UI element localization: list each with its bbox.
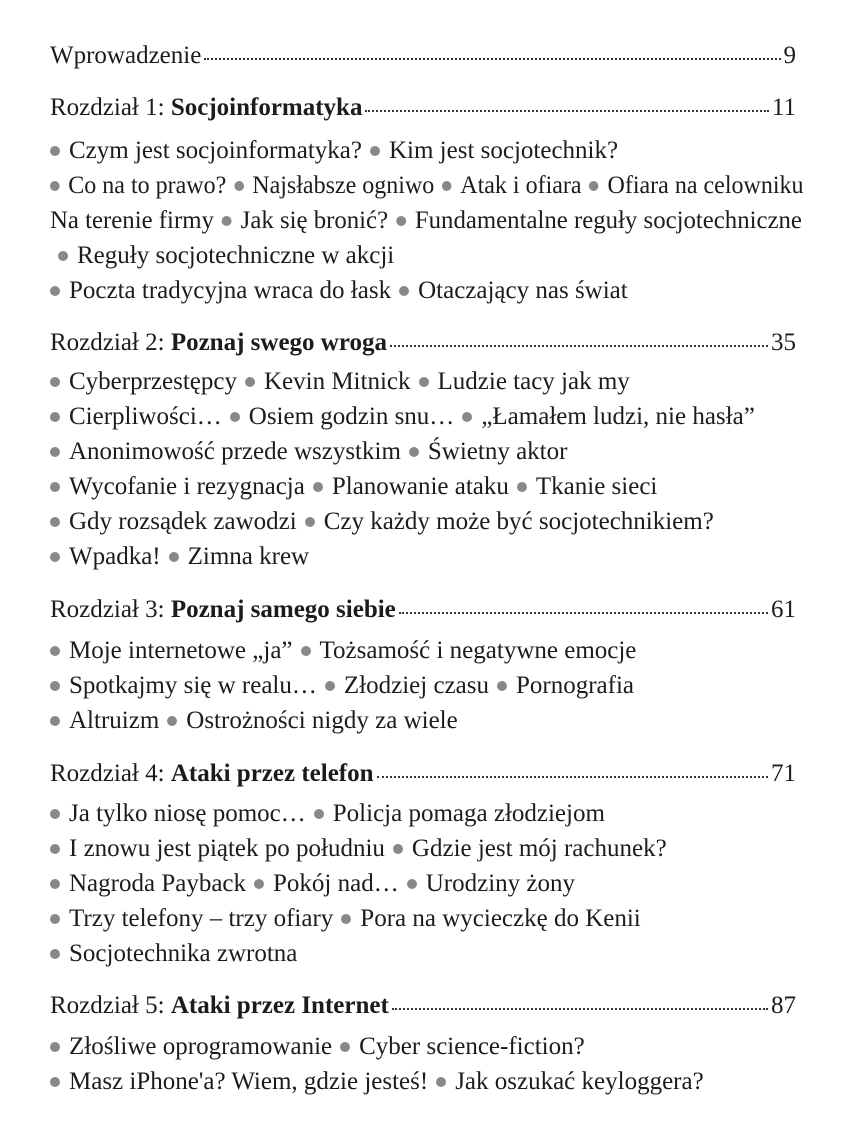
bullet-icon: [305, 517, 315, 527]
bullet-icon: [222, 216, 232, 226]
topic-line: [50, 399, 755, 435]
topic: Gdy rozsądek zawodzi: [69, 508, 297, 535]
topic: Wpadka!: [69, 543, 161, 570]
chapter-heading: [50, 592, 396, 628]
bullet-icon: [50, 716, 60, 726]
topic-line: [50, 936, 297, 972]
bullet-icon: [50, 552, 60, 562]
bullet-icon: [50, 914, 60, 924]
topic: Kevin Mitnick: [263, 368, 411, 395]
page-number: 71: [771, 760, 796, 787]
bullet-icon: [442, 181, 452, 191]
topic: Cierpliwości…: [69, 403, 222, 430]
bullet-icon: [50, 844, 60, 854]
bullet-icon: [301, 646, 311, 656]
topic-line: [50, 168, 804, 204]
chapter-prefix: Rozdział 5:: [50, 992, 171, 1019]
bullet-icon: [50, 681, 60, 691]
topic: „Łamałem ludzi, nie hasła”: [481, 403, 755, 430]
topic: Socjotechnika zwrotna: [69, 940, 298, 967]
bullet-icon: [50, 377, 60, 387]
topic: Policja pomaga złodziejom: [332, 800, 605, 827]
topic-line: [50, 504, 714, 540]
bullet-icon: [254, 879, 264, 889]
bullet-icon: [58, 251, 68, 261]
topic: Najsłabsze ogniwo: [252, 172, 435, 199]
chapter-heading: [50, 756, 374, 792]
dot-leader: [399, 612, 768, 614]
bullet-icon: [462, 412, 472, 422]
toc-entry-intro[interactable]: [50, 38, 796, 74]
topic-line: [50, 238, 394, 274]
bullet-icon: [436, 1077, 446, 1087]
bullet-icon: [50, 949, 60, 959]
bullet-icon: [325, 681, 335, 691]
bullet-icon: [396, 216, 406, 226]
toc-entry-chapter-3[interactable]: [50, 592, 796, 628]
topic-line: [50, 203, 804, 239]
chapter-prefix: Rozdział 2:: [50, 329, 171, 356]
bullet-icon: [50, 482, 60, 492]
topic-line: [50, 1064, 704, 1100]
topic: Ludzie tacy jak my: [437, 368, 630, 395]
chapter-title: Socjoinformatyka: [170, 94, 363, 121]
bullet-icon: [409, 447, 419, 457]
chapter-heading: [50, 325, 387, 361]
chapter-heading: [50, 988, 389, 1024]
chapter-title: Ataki przez telefon: [170, 760, 374, 787]
topic: Osiem godzin snu…: [248, 403, 455, 430]
topic: Czym jest socjoinformatyka?: [69, 137, 362, 164]
toc-entry-chapter-4[interactable]: [50, 756, 796, 792]
page-number: 9: [783, 42, 796, 69]
chapter-prefix: Rozdział 3:: [50, 596, 171, 623]
entry-label: Wprowadzenie: [50, 42, 202, 69]
topic: Anonimowość przede wszystkim: [69, 438, 401, 465]
topic-line: [50, 703, 458, 739]
topic: Spotkajmy się w realu…: [69, 672, 317, 699]
page-number: 11: [771, 94, 796, 121]
chapter-title: Ataki przez Internet: [170, 992, 389, 1019]
topic: Masz iPhone'a? Wiem, gdzie jesteś!: [69, 1068, 429, 1095]
dot-leader: [392, 1008, 768, 1010]
topic: Gdzie jest mój rachunek?: [411, 835, 667, 862]
topic: Jak oszukać keyloggera?: [455, 1068, 704, 1095]
bullet-icon: [314, 809, 324, 819]
topic: Poczta tradycyjna wraca do łask: [69, 277, 392, 304]
bullet-icon: [50, 879, 60, 889]
topic: Trzy telefony – trzy ofiary: [69, 905, 334, 932]
toc-entry-chapter-2[interactable]: [50, 325, 796, 361]
bullet-icon: [50, 286, 60, 296]
page-number: 35: [771, 329, 796, 356]
bullet-icon: [167, 716, 177, 726]
topic-line: [50, 668, 634, 704]
topic-line: [50, 469, 657, 505]
topic: Otaczający nas świat: [418, 277, 628, 304]
topic: Tkanie sieci: [535, 473, 658, 500]
topic: Cyberprzestępcy: [69, 368, 237, 395]
topic: Pokój nad…: [273, 870, 399, 897]
chapter-title: Poznaj samego siebie: [170, 596, 396, 623]
bullet-icon: [50, 646, 60, 656]
topic: Złośliwe oprogramowanie: [69, 1033, 333, 1060]
topic-line: [50, 831, 667, 867]
topic: Ostrożności nigdy za wiele: [186, 707, 458, 734]
topic-line: [50, 434, 567, 470]
topic: Na terenie firmy: [50, 207, 214, 234]
topic-line: [50, 364, 630, 400]
bullet-icon: [50, 146, 60, 156]
topic: Atak i ofiara: [460, 172, 582, 199]
chapter-prefix: Rozdział 1:: [50, 94, 171, 121]
topic-line: [50, 866, 575, 902]
page-number: 87: [771, 992, 796, 1019]
bullet-icon: [517, 482, 527, 492]
topic-line: [50, 1029, 585, 1065]
topic: Świetny aktor: [427, 438, 568, 465]
topic: Kim jest socjotechnik?: [388, 137, 619, 164]
bullet-icon: [50, 1077, 60, 1087]
topic: I znowu jest piątek po południu: [69, 835, 385, 862]
page-number: 61: [771, 596, 796, 623]
bullet-icon: [589, 181, 599, 191]
bullet-icon: [50, 809, 60, 819]
dot-leader: [390, 345, 768, 347]
bullet-icon: [234, 181, 244, 191]
bullet-icon: [340, 1042, 350, 1052]
topic: Urodziny żony: [425, 870, 575, 897]
topic-line: [50, 539, 309, 575]
bullet-icon: [245, 377, 255, 387]
topic: Altruizm: [69, 707, 160, 734]
topic: Reguły socjotechniczne w akcji: [77, 242, 395, 269]
dot-leader: [204, 58, 780, 60]
topic: Co na to prawo?: [68, 172, 227, 199]
bullet-icon: [370, 146, 380, 156]
bullet-icon: [50, 181, 60, 191]
topic: Ja tylko niosę pomoc…: [69, 800, 306, 827]
topic: Czy każdy może być socjotechnikiem?: [323, 508, 714, 535]
topic: Złodziej czasu: [343, 672, 489, 699]
bullet-icon: [393, 844, 403, 854]
bullet-icon: [497, 681, 507, 691]
bullet-icon: [407, 879, 417, 889]
topic: Pornografia: [515, 672, 634, 699]
topic: Jak się bronić?: [240, 207, 389, 234]
chapter-prefix: Rozdział 4:: [50, 760, 171, 787]
topic: Zimna krew: [187, 543, 310, 570]
topic-line: [50, 133, 618, 169]
bullet-icon: [50, 447, 60, 457]
dot-leader: [377, 776, 768, 778]
topic: Tożsamość i negatywne emocje: [319, 637, 637, 664]
topic-line: [50, 633, 636, 669]
topic: Wycofanie i rezygnacja: [69, 473, 305, 500]
topic-line: [50, 273, 628, 309]
chapter-heading: [50, 90, 362, 126]
chapter-title: Poznaj swego wroga: [170, 329, 387, 356]
toc-entry-chapter-5[interactable]: [50, 988, 796, 1024]
bullet-icon: [169, 552, 179, 562]
topic-line: [50, 796, 605, 832]
bullet-icon: [313, 482, 323, 492]
topic: Moje internetowe „ja”: [69, 637, 293, 664]
bullet-icon: [50, 412, 60, 422]
topic-line: [50, 901, 641, 937]
bullet-icon: [419, 377, 429, 387]
bullet-icon: [341, 914, 351, 924]
bullet-icon: [50, 1042, 60, 1052]
topic: Planowanie ataku: [331, 473, 509, 500]
topic: Pora na wycieczkę do Kenii: [360, 905, 641, 932]
topic: Fundamentalne reguły socjotechniczne: [414, 207, 802, 234]
bullet-icon: [399, 286, 409, 296]
topic: Cyber science-fiction?: [359, 1033, 585, 1060]
topic: Ofiara na celowniku: [607, 172, 804, 199]
bullet-icon: [50, 517, 60, 527]
dot-leader: [365, 110, 768, 112]
topic: Nagroda Payback: [69, 870, 247, 897]
toc-entry-chapter-1[interactable]: [50, 90, 796, 126]
bullet-icon: [230, 412, 240, 422]
